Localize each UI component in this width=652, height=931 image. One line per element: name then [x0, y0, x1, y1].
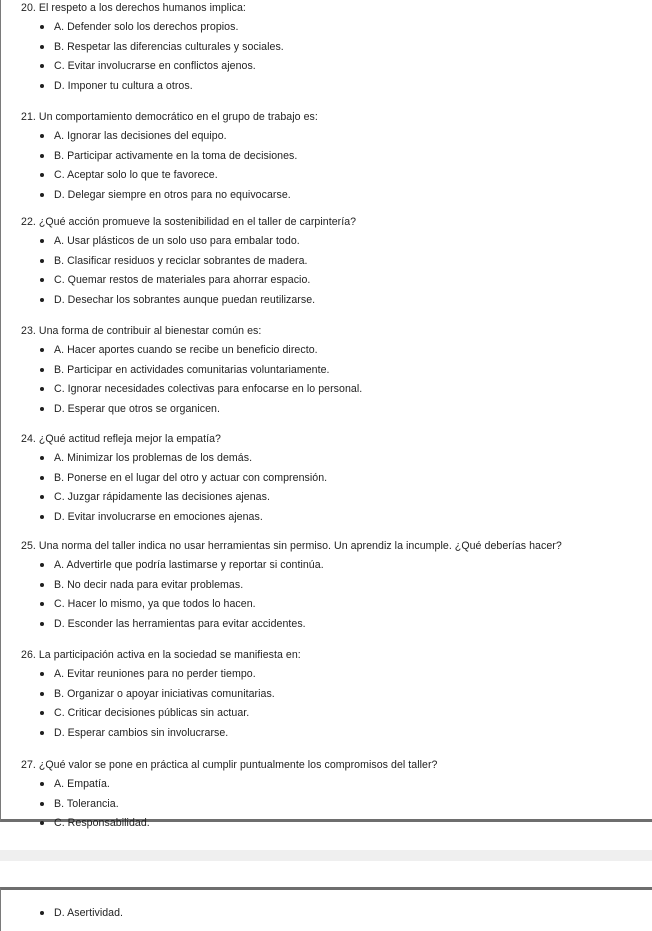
option-c	[1, 274, 356, 294]
option-a	[1, 452, 327, 472]
bullet-icon	[40, 495, 44, 499]
option-text: B. Participar en actividades comunitarias voluntariamente.	[54, 363, 330, 376]
option-a	[1, 778, 437, 798]
option-text: B. Participar activamente en la toma de decisiones.	[54, 149, 298, 162]
option-b	[1, 364, 362, 384]
option-text: B. Respetar las diferencias culturales y sociales.	[54, 40, 284, 53]
question-text: 20. El respeto a los derechos humanos implica:	[21, 2, 246, 14]
bullet-icon	[40, 911, 44, 915]
bullet-icon	[40, 193, 44, 197]
option-text: A. Ignorar las decisiones del equipo.	[54, 130, 227, 142]
bullet-icon	[40, 84, 44, 88]
bullet-icon	[40, 476, 44, 480]
option-c	[1, 383, 362, 403]
option-d	[1, 403, 362, 423]
option-a	[1, 344, 362, 364]
option-text: B. Organizar o apoyar iniciativas comunitarias.	[54, 687, 275, 700]
bullet-icon	[40, 239, 44, 243]
option-text: D. Desechar los sobrantes aunque puedan reutilizarse.	[54, 293, 316, 306]
bullet-icon	[40, 134, 44, 138]
option-a	[1, 559, 562, 579]
option-text: D. Asertividad.	[54, 907, 124, 919]
question-text: 24. ¿Qué actitud refleja mejor la empatía?	[21, 433, 221, 445]
bullet-icon	[40, 711, 44, 715]
bullet-icon	[40, 583, 44, 587]
bullet-icon	[40, 622, 44, 626]
option-b	[1, 150, 318, 170]
option-text: A. Hacer aportes cuando se recibe un beneficio directo.	[54, 344, 318, 356]
option-d	[1, 907, 123, 921]
option-text: C. Evitar involucrarse en conflictos ajenos.	[54, 60, 256, 73]
option-text: C. Juzgar rápidamente las decisiones ajenas.	[54, 491, 270, 504]
option-b	[1, 41, 284, 61]
bullet-icon	[40, 387, 44, 391]
option-text: D. Esconder las herramientas para evitar accidentes.	[54, 617, 306, 630]
option-text: C. Responsabilidad.	[54, 817, 150, 830]
page-gap	[0, 850, 652, 861]
bullet-icon	[40, 368, 44, 372]
bullet-icon	[40, 64, 44, 68]
bullet-icon	[40, 515, 44, 519]
option-text: B. Ponerse en el lugar del otro y actuar con comprensión.	[54, 471, 328, 484]
question-text: 22. ¿Qué acción promueve la sostenibilidad en el taller de carpintería?	[21, 216, 357, 228]
option-b	[1, 472, 327, 492]
bullet-icon	[40, 278, 44, 282]
bullet-icon	[40, 407, 44, 411]
bullet-icon	[40, 821, 44, 825]
option-c	[1, 707, 301, 727]
option-a	[1, 21, 284, 41]
option-text: D. Esperar que otros se organicen.	[54, 402, 220, 415]
document-page-bottom	[0, 887, 652, 931]
option-d	[1, 294, 356, 314]
bullet-icon	[40, 802, 44, 806]
question-25	[21, 540, 562, 637]
option-text: C. Hacer lo mismo, ya que todos lo hacen.	[54, 598, 256, 611]
option-b	[1, 798, 437, 818]
option-c	[1, 60, 284, 80]
option-a	[1, 668, 301, 688]
option-d	[1, 80, 284, 100]
option-text: D. Evitar involucrarse en emociones ajenas.	[54, 510, 263, 523]
question-21	[21, 111, 318, 208]
bullet-icon	[40, 456, 44, 460]
option-text: A. Evitar reuniones para no perder tiempo.	[54, 668, 256, 680]
option-text: D. Imponer tu cultura a otros.	[54, 79, 193, 92]
bullet-icon	[40, 563, 44, 567]
question-text: 27. ¿Qué valor se pone en práctica al cumplir puntualmente los compromisos del taller?	[21, 759, 438, 771]
question-text: 21. Un comportamiento democrático en el grupo de trabajo es:	[21, 111, 318, 123]
bullet-icon	[40, 602, 44, 606]
option-text: C. Quemar restos de materiales para ahorrar espacio.	[54, 274, 311, 287]
option-d	[1, 618, 562, 638]
option-c	[1, 169, 318, 189]
option-text: C. Ignorar necesidades colectivas para enfocarse en lo personal.	[54, 383, 363, 396]
option-c	[1, 491, 327, 511]
option-text: A. Advertirle que podría lastimarse y reportar si continúa.	[54, 559, 324, 571]
option-text: D. Delegar siempre en otros para no equivocarse.	[54, 188, 291, 201]
option-text: A. Empatía.	[54, 778, 110, 790]
bullet-icon	[40, 692, 44, 696]
bullet-icon	[40, 154, 44, 158]
option-text: D. Esperar cambios sin involucrarse.	[54, 726, 229, 739]
option-c	[1, 598, 562, 618]
option-text: B. No decir nada para evitar problemas.	[54, 578, 244, 591]
bullet-icon	[40, 298, 44, 302]
option-text: C. Aceptar solo lo que te favorece.	[54, 169, 218, 182]
option-b	[1, 688, 301, 708]
question-27	[21, 759, 437, 837]
bullet-icon	[40, 782, 44, 786]
option-text: A. Minimizar los problemas de los demás.	[54, 452, 253, 464]
question-26	[21, 649, 301, 746]
question-22	[21, 216, 356, 313]
option-b	[1, 579, 562, 599]
question-20	[21, 2, 284, 99]
bullet-icon	[40, 173, 44, 177]
option-text: A. Usar plásticos de un solo uso para embalar todo.	[54, 235, 300, 247]
bullet-icon	[40, 731, 44, 735]
bullet-icon	[40, 672, 44, 676]
question-text: 25. Una norma del taller indica no usar herramientas sin permiso. Un aprendiz la incumple. ¿Qué deberías hacer?	[21, 540, 562, 552]
option-a	[1, 235, 356, 255]
option-text: B. Tolerancia.	[54, 797, 119, 810]
bullet-icon	[40, 45, 44, 49]
question-text: 26. La participación activa en la sociedad se manifiesta en:	[21, 649, 301, 661]
question-23	[21, 325, 362, 422]
bullet-icon	[40, 259, 44, 263]
option-b	[1, 255, 356, 275]
question-24	[21, 433, 327, 530]
option-text: C. Criticar decisiones públicas sin actuar.	[54, 707, 250, 720]
option-d	[1, 727, 301, 747]
option-d	[1, 511, 327, 531]
option-text: A. Defender solo los derechos propios.	[54, 21, 239, 33]
bullet-icon	[40, 348, 44, 352]
bullet-icon	[40, 25, 44, 29]
option-c	[1, 817, 437, 837]
option-text: B. Clasificar residuos y reciclar sobrantes de madera.	[54, 254, 308, 267]
option-d	[1, 189, 318, 209]
question-text: 23. Una forma de contribuir al bienestar común es:	[21, 325, 262, 337]
option-a	[1, 130, 318, 150]
